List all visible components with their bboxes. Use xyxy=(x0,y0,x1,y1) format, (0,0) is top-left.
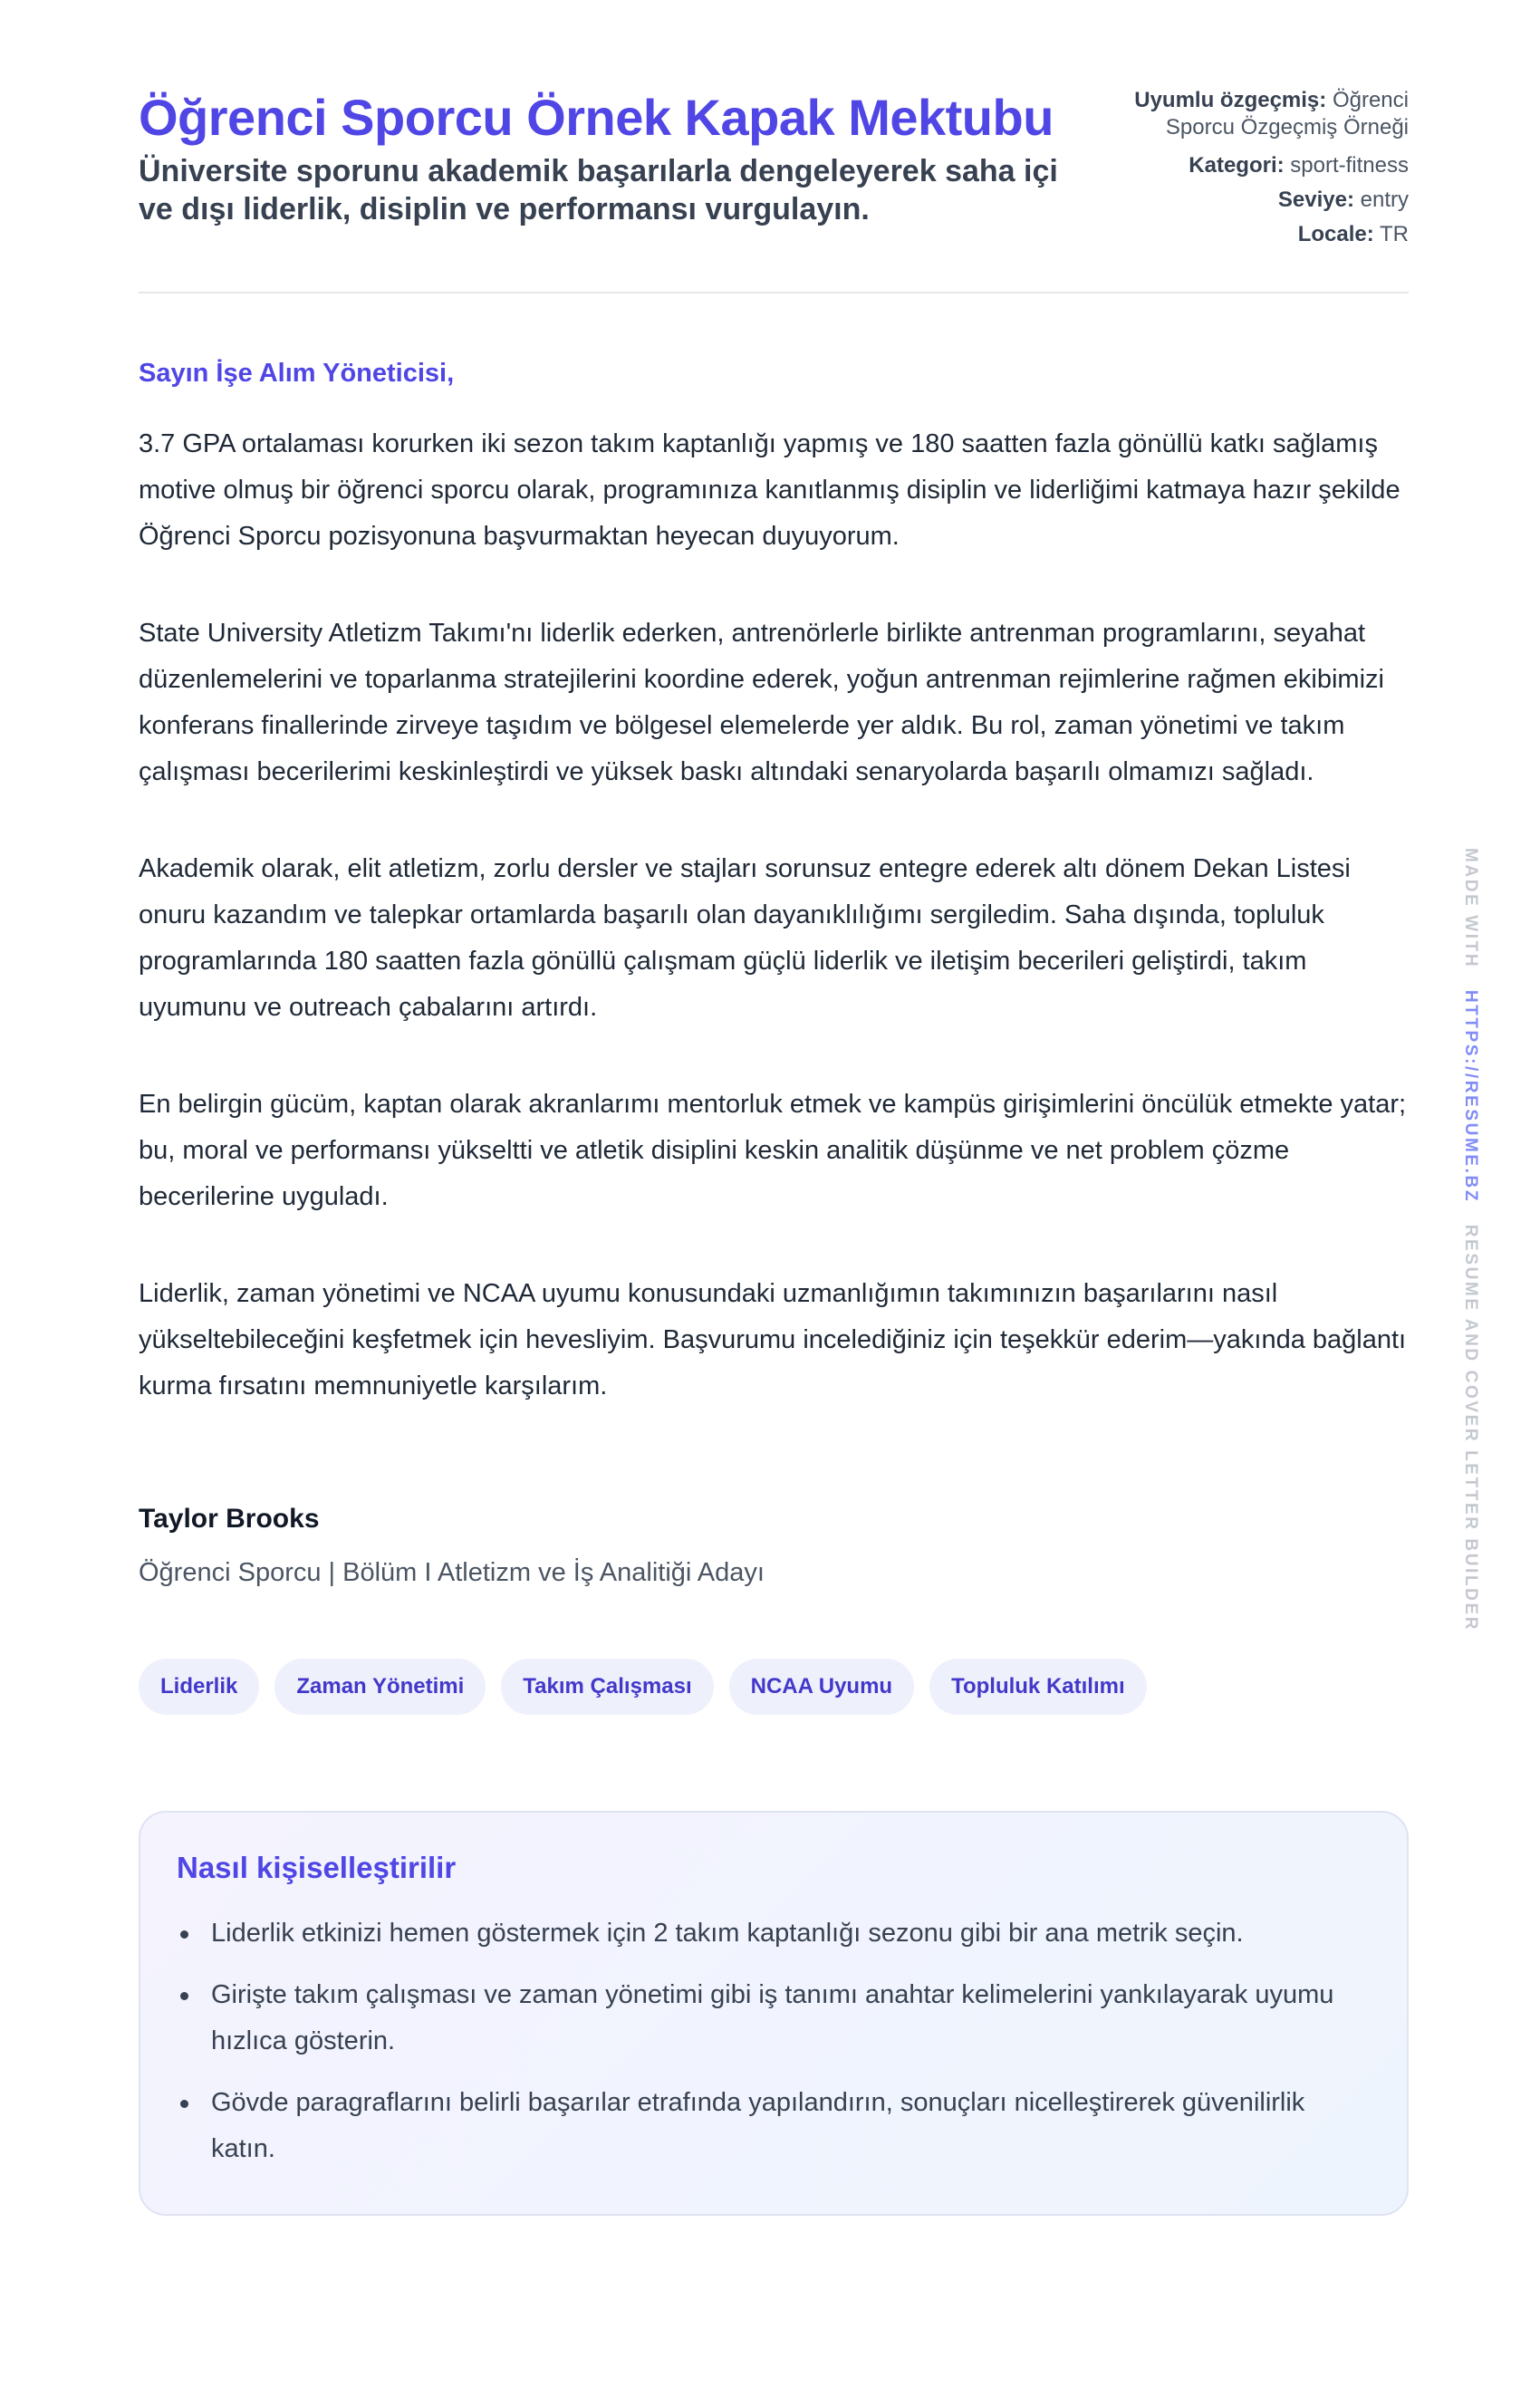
skill-tag: Topluluk Katılımı xyxy=(929,1659,1147,1715)
watermark-prefix: MADE WITH xyxy=(1461,848,1480,969)
meta-resume-label: Uyumlu özgeçmiş: xyxy=(1134,88,1327,112)
personalization-tips xyxy=(139,1811,1409,2216)
cover-letter-page xyxy=(139,87,1409,2216)
watermark-link[interactable]: HTTPS://RESUME.BZ xyxy=(1461,989,1480,1204)
meta-resume xyxy=(1110,87,1409,141)
header-left xyxy=(139,87,1099,228)
skill-tag: NCAA Uyumu xyxy=(729,1659,914,1715)
meta-locale xyxy=(1110,217,1409,252)
page-title: Öğrenci Sporcu Örnek Kapak Mektubu xyxy=(139,89,1054,146)
header-divider xyxy=(139,292,1409,294)
letter-paragraph: Liderlik, zaman yönetimi ve NCAA uyumu konusundaki uzmanlığımın takımınızın başarılarını nasıl yükseltebileceğini keşfetmek için hevesliyim. Başvurumu incelediğiniz için teşekkür ederim—yakında bağlantı kurma fırsatını memnuniyetle karşılarım. xyxy=(139,1279,1407,1400)
header xyxy=(139,87,1409,252)
page-subtitle: Üniversite sporunu akademik başarılarla dengeleyerek saha içi ve dışı liderlik, disiplin ve performansı vurgulayın. xyxy=(139,154,1058,226)
letter-paragraph: 3.7 GPA ortalaması korurken iki sezon takım kaptanlığı yapmış ve 180 saatten fazla gönüllü katkı sağlamış motive olmuş bir öğrenci sporcu olarak, programınıza kanıtlanmış disiplin ve liderliğimi katmaya hazır şekilde Öğrenci Sporcu pozisyonuna başvurmaktan heyecan duyuyorum. xyxy=(139,429,1400,551)
skill-tag: Zaman Yönetimi xyxy=(274,1659,486,1715)
watermark xyxy=(1460,848,1480,1631)
signature-role: Öğrenci Sporcu | Bölüm I Atletizm ve İş Analitiği Adayı xyxy=(139,1558,765,1587)
meta-category-value: sport-fitness xyxy=(1290,153,1409,178)
meta-locale-label: Locale: xyxy=(1297,222,1374,246)
tip-item: Liderlik etkinizi hemen göstermek için 2 takım kaptanlığı sezonu gibi bir ana metrik seçin. xyxy=(177,1910,1371,1957)
letter-paragraph: State University Atletizm Takımı'nı liderlik ederken, antrenörlerle birlikte antrenman programlarını, seyahat düzenlemelerini ve toparlanma stratejilerini koordine ederek, yoğun antrenman rejimlerine rağmen ekibimizi konferans finallerinde zirveye taşıdım ve bölgesel elemelerde yer aldık. Bu rol, zaman yönetimi ve takım çalışması becerilerimi keskinleştirdi ve yüksek baskı altındaki senaryolarda başarılı olmamızı sağladı. xyxy=(139,619,1384,786)
letter-paragraph: En belirgin gücüm, kaptan olarak akranlarımı mentorluk etmek ve kampüs girişimlerini öncülük etmekte yatar; bu, moral ve performansı yükseltti ve atletik disiplini keskin analitik düşünme ve net problem çözme becerilerine uyguladı. xyxy=(139,1090,1407,1211)
tips-list xyxy=(177,1910,1371,2172)
signature-name: Taylor Brooks xyxy=(139,1504,320,1534)
meta-category-label: Kategori: xyxy=(1189,153,1285,178)
skill-tag: Takım Çalışması xyxy=(501,1659,713,1715)
meta-locale-value: TR xyxy=(1380,222,1409,246)
meta-level-label: Seviye: xyxy=(1277,188,1354,212)
skill-tag: Liderlik xyxy=(139,1659,259,1715)
skill-tags xyxy=(139,1659,1409,1715)
meta-level-value: entry xyxy=(1360,188,1409,212)
watermark-suffix: RESUME AND COVER LETTER BUILDER xyxy=(1461,1224,1480,1632)
letter-salutation: Sayın İşe Alım Yöneticisi, xyxy=(139,359,455,388)
meta-category xyxy=(1110,149,1409,183)
meta-level xyxy=(1110,183,1409,217)
tip-item: Gövde paragraflarını belirli başarılar etrafında yapılandırın, sonuçları nicelleştirerek güvenilirlik katın. xyxy=(177,2080,1371,2172)
tip-item: Girişte takım çalışması ve zaman yönetimi gibi iş tanımı anahtar kelimelerini yankılayarak uyumu hızlıca gösterin. xyxy=(177,1972,1371,2064)
tips-title: Nasıl kişiselleştirilir xyxy=(177,1851,457,1884)
meta-panel xyxy=(1110,87,1409,252)
letter-paragraph: Akademik olarak, elit atletizm, zorlu dersler ve stajları sorunsuz entegre ederek altı dönem Dekan Listesi onuru kazandım ve talepkar ortamlarda başarılı olan dayanıklılığımı sergiledim. Saha dışında, topluluk programlarında 180 saatten fazla gönüllü çalışmam güçlü liderlik ve iletişim becerileri geliştirdi, takım uyumunu ve outreach çabalarını artırdı. xyxy=(139,854,1351,1022)
meta-resume-value[interactable]: Öğrenci Sporcu Özgeçmiş Örneği xyxy=(1165,88,1409,140)
